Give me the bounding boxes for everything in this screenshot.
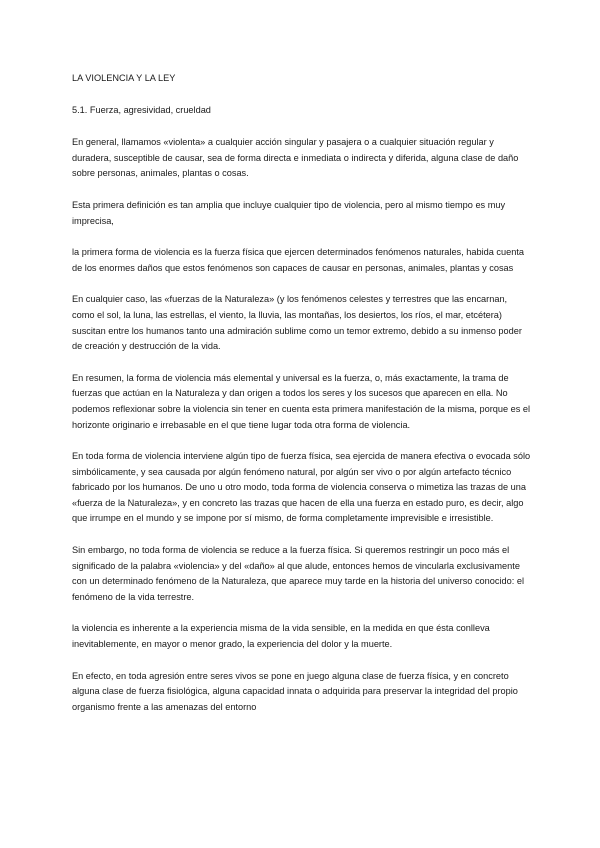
document-title: LA VIOLENCIA Y LA LEY bbox=[72, 73, 176, 83]
paragraph-6: En toda forma de violencia interviene algún tipo de fuerza física, sea ejercida de manera efectiva o evocada sólo simbólicamente, y sea causada por algún fenómeno natural, por algún ser vivo o por algún artefacto técnico fabricado por los humanos. De uno u otro modo, toda forma de violencia conserva o mimetiza las trazas de una «fuerza de la Naturaleza», y en concreto las trazas que hacen de ella una fuerza en estado puro, es decir, algo que irrumpe en el mundo y se impone por sí mismo, de forma completamente imprevisible e irresistible. bbox=[72, 451, 531, 524]
paragraph-4: En cualquier caso, las «fuerzas de la Naturaleza» (y los fenómenos celestes y terrestres que las encarnan, como el sol, la luna, las estrellas, el viento, la lluvia, las montañas, los desiertos, los ríos, el mar, etcétera) suscitan entre los humanos tanto una admiración sublime como un temor extremo, debido a su inmenso poder de creación y destrucción de la vida. bbox=[72, 294, 522, 352]
section-heading: 5.1. Fuerza, agresividad, crueldad bbox=[72, 104, 211, 115]
paragraph-5: En resumen, la forma de violencia más elemental y universal es la fuerza, o, más exactamente, la trama de fuerzas que actúan en la Naturaleza y dan origen a todos los seres y los sucesos que aparecen en ella. No podemos reflexionar sobre la violencia sin tener en cuenta esta primera manifestación de la misma, porque es el horizonte originario e irrebasable en el que tiene lugar toda otra forma de violencia. bbox=[72, 372, 531, 430]
paragraph-3: la primera forma de violencia es la fuerza física que ejercen determinados fenómenos naturales, habida cuenta de los enormes daños que estos fenómenos son capaces de causar en personas, animales, plantas y cosas bbox=[72, 247, 524, 273]
paragraph-1: En general, llamamos «violenta» a cualquier acción singular y pasajera o a cualquier situación regular y duradera, susceptible de causar, sea de forma directa e inmediata o indirecta y diferida, alguna clase de daño sobre personas, animales, plantas o cosas. bbox=[72, 137, 519, 179]
paragraph-8: la violencia es inherente a la experiencia misma de la vida sensible, en la medida en que ésta conlleva inevitablemente, en mayor o menor grado, la experiencia del dolor y la muerte. bbox=[72, 623, 490, 650]
paragraph-9: En efecto, en toda agresión entre seres vivos se pone en juego alguna clase de fuerza física, y en concreto alguna clase de fuerza fisiológica, alguna capacidad innata o adquirida para preservar la integridad del propio organismo frente a las amenazas del entorno bbox=[72, 670, 518, 712]
document-body bbox=[72, 71, 532, 731]
paragraph-7: Sin embargo, no toda forma de violencia se reduce a la fuerza física. Si queremos restringir un poco más el significado de la palabra «violencia» y del «daño» al que alude, entonces hemos de vincularla exclusivamente con un determinado fenómeno de la Naturaleza, que aparece muy tarde en la historia del universo conocido: el fenómeno de la vida terrestre. bbox=[72, 545, 524, 602]
paragraph-2: Esta primera definición es tan amplia que incluye cualquier tipo de violencia, pero al mismo tiempo es muy imprecisa, bbox=[72, 199, 506, 226]
